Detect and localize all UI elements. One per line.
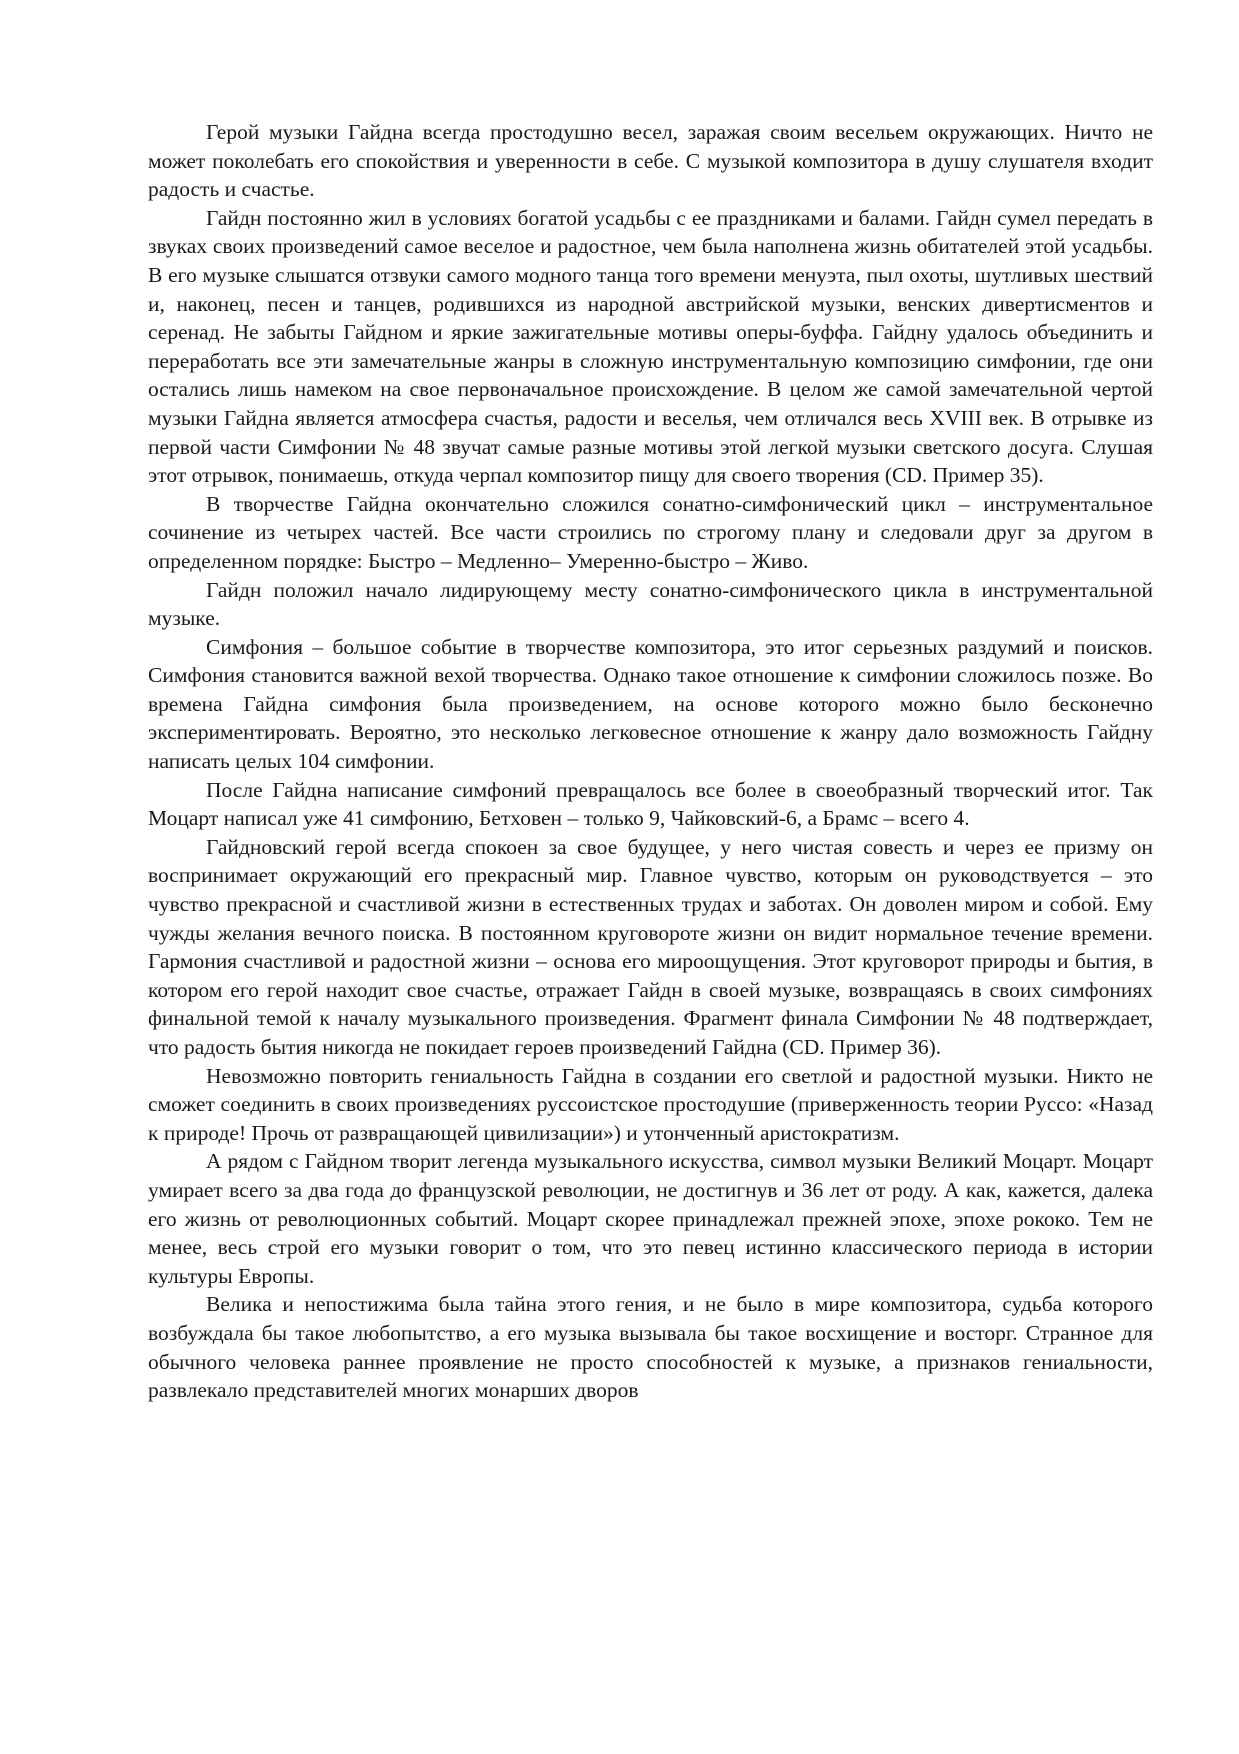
paragraph: Гайдновский герой всегда спокоен за свое будущее, у него чистая совесть и через ее призму он воспринимает окружающий его прекрасный мир. Главное чувство, которым он руководствуется – это чувство прекрасной и счастливой жизни в естественных трудах и заботах. Он доволен миром и собой. Ему чужды желания вечного поиска. В постоянном круговороте жизни он видит нормальное течение времени. Гармония счастливой и радостной жизни – основа его мироощущения. Этот круговорот природы и бытия, в котором его герой находит свое счастье, отражает Гайдн в своей музыке, возвращаясь в своих симфониях финальной темой к началу музыкального произведения. Фрагмент финала Симфонии № 48 подтверждает, что радость бытия никогда не покидает героев произведений Гайдна (CD. Пример 36). [148, 834, 1153, 1059]
paragraph: После Гайдна написание симфоний превращалось все более в своеобразный творческий итог. Так Моцарт написал уже 41 симфонию, Бетховен – только 9, Чайковский-6, а Брамс – всего 4. [148, 777, 1153, 831]
paragraph: Невозможно повторить гениальность Гайдна в создании его светлой и радостной музыки. Никто не сможет соединить в своих произведениях руссоистское простодушие (приверженность теории Руссо: «Назад к природе! Прочь от развращающей цивилизации») и утонченный аристократизм. [148, 1063, 1153, 1145]
paragraph: Симфония – большое событие в творчестве композитора, это итог серьезных раздумий и поисков. Симфония становится важной вехой творчества. Однако такое отношение к симфонии сложилось позже. Во времена Гайдна симфония была произведением, на основе которого можно было бесконечно экспериментировать. Вероятно, это несколько легковесное отношение к жанру дало возможность Гайдну написать целых 104 симфонии. [148, 634, 1153, 774]
paragraph: Гайдн постоянно жил в условиях богатой усадьбы с ее праздниками и балами. Гайдн сумел передать в звуках своих произведений самое веселое и радостное, чем была наполнена жизнь обитателей этой усадьбы. В его музыке слышатся отзвуки самого модного танца того времени менуэта, пыл охоты, шутливых шествий и, наконец, песен и танцев, родившихся из народной австрийской музыки, венских дивертисментов и серенад. Не забыты Гайдном и яркие зажигательные мотивы оперы-буффа. Гайдну удалось объединить и переработать все эти замечательные жанры в сложную инструментальную композицию симфонии, где они остались лишь намеком на свое первоначальное происхождение. В целом же самой замечательной чертой музыки Гайдна является атмосфера счастья, радости и веселья, чем отличался весь XVIII век. В отрывке из первой части Симфонии № 48 звучат самые разные мотивы этой легкой музыки светского досуга. Слушая этот отрывок, понимаешь, откуда черпал композитор пищу для своего творения (CD. Пример 35). [148, 205, 1153, 488]
paragraph: Герой музыки Гайдна всегда простодушно весел, заражая своим весельем окружающих. Ничто не может поколебать его спокойствия и уверенности в себе. С музыкой композитора в душу слушателя входит радость и счастье. [148, 120, 1153, 202]
document-page [148, 118, 1153, 1405]
paragraph: Велика и непостижима была тайна этого гения, и не было в мире композитора, судьба которого возбуждала бы такое любопытство, а его музыка вызывала бы такое восхищение и восторг. Странное для обычного человека раннее проявление не просто способностей к музыке, а признаков гениальности, развлекало представителей многих монарших дворов [148, 1292, 1153, 1403]
paragraph: А рядом с Гайдном творит легенда музыкального искусства, символ музыки Великий Моцарт. Моцарт умирает всего за два года до французской революции, не достигнув и 36 лет от роду. А как, кажется, далека его жизнь от революционных событий. Моцарт скорее принадлежал прежней эпохе, эпохе рококо. Тем не менее, весь строй его музыки говорит о том, что это певец истинно классического периода в истории культуры Европы. [148, 1149, 1153, 1288]
paragraph: Гайдн положил начало лидирующему месту сонатно-симфонического цикла в инструментальной музыке. [148, 577, 1153, 631]
paragraph: В творчестве Гайдна окончательно сложился сонатно-симфонический цикл – инструментальное сочинение из четырех частей. Все части строились по строгому плану и следовали друг за другом в определенном порядке: Быстро – Медленно– Умеренно-быстро – Живо. [148, 491, 1153, 573]
